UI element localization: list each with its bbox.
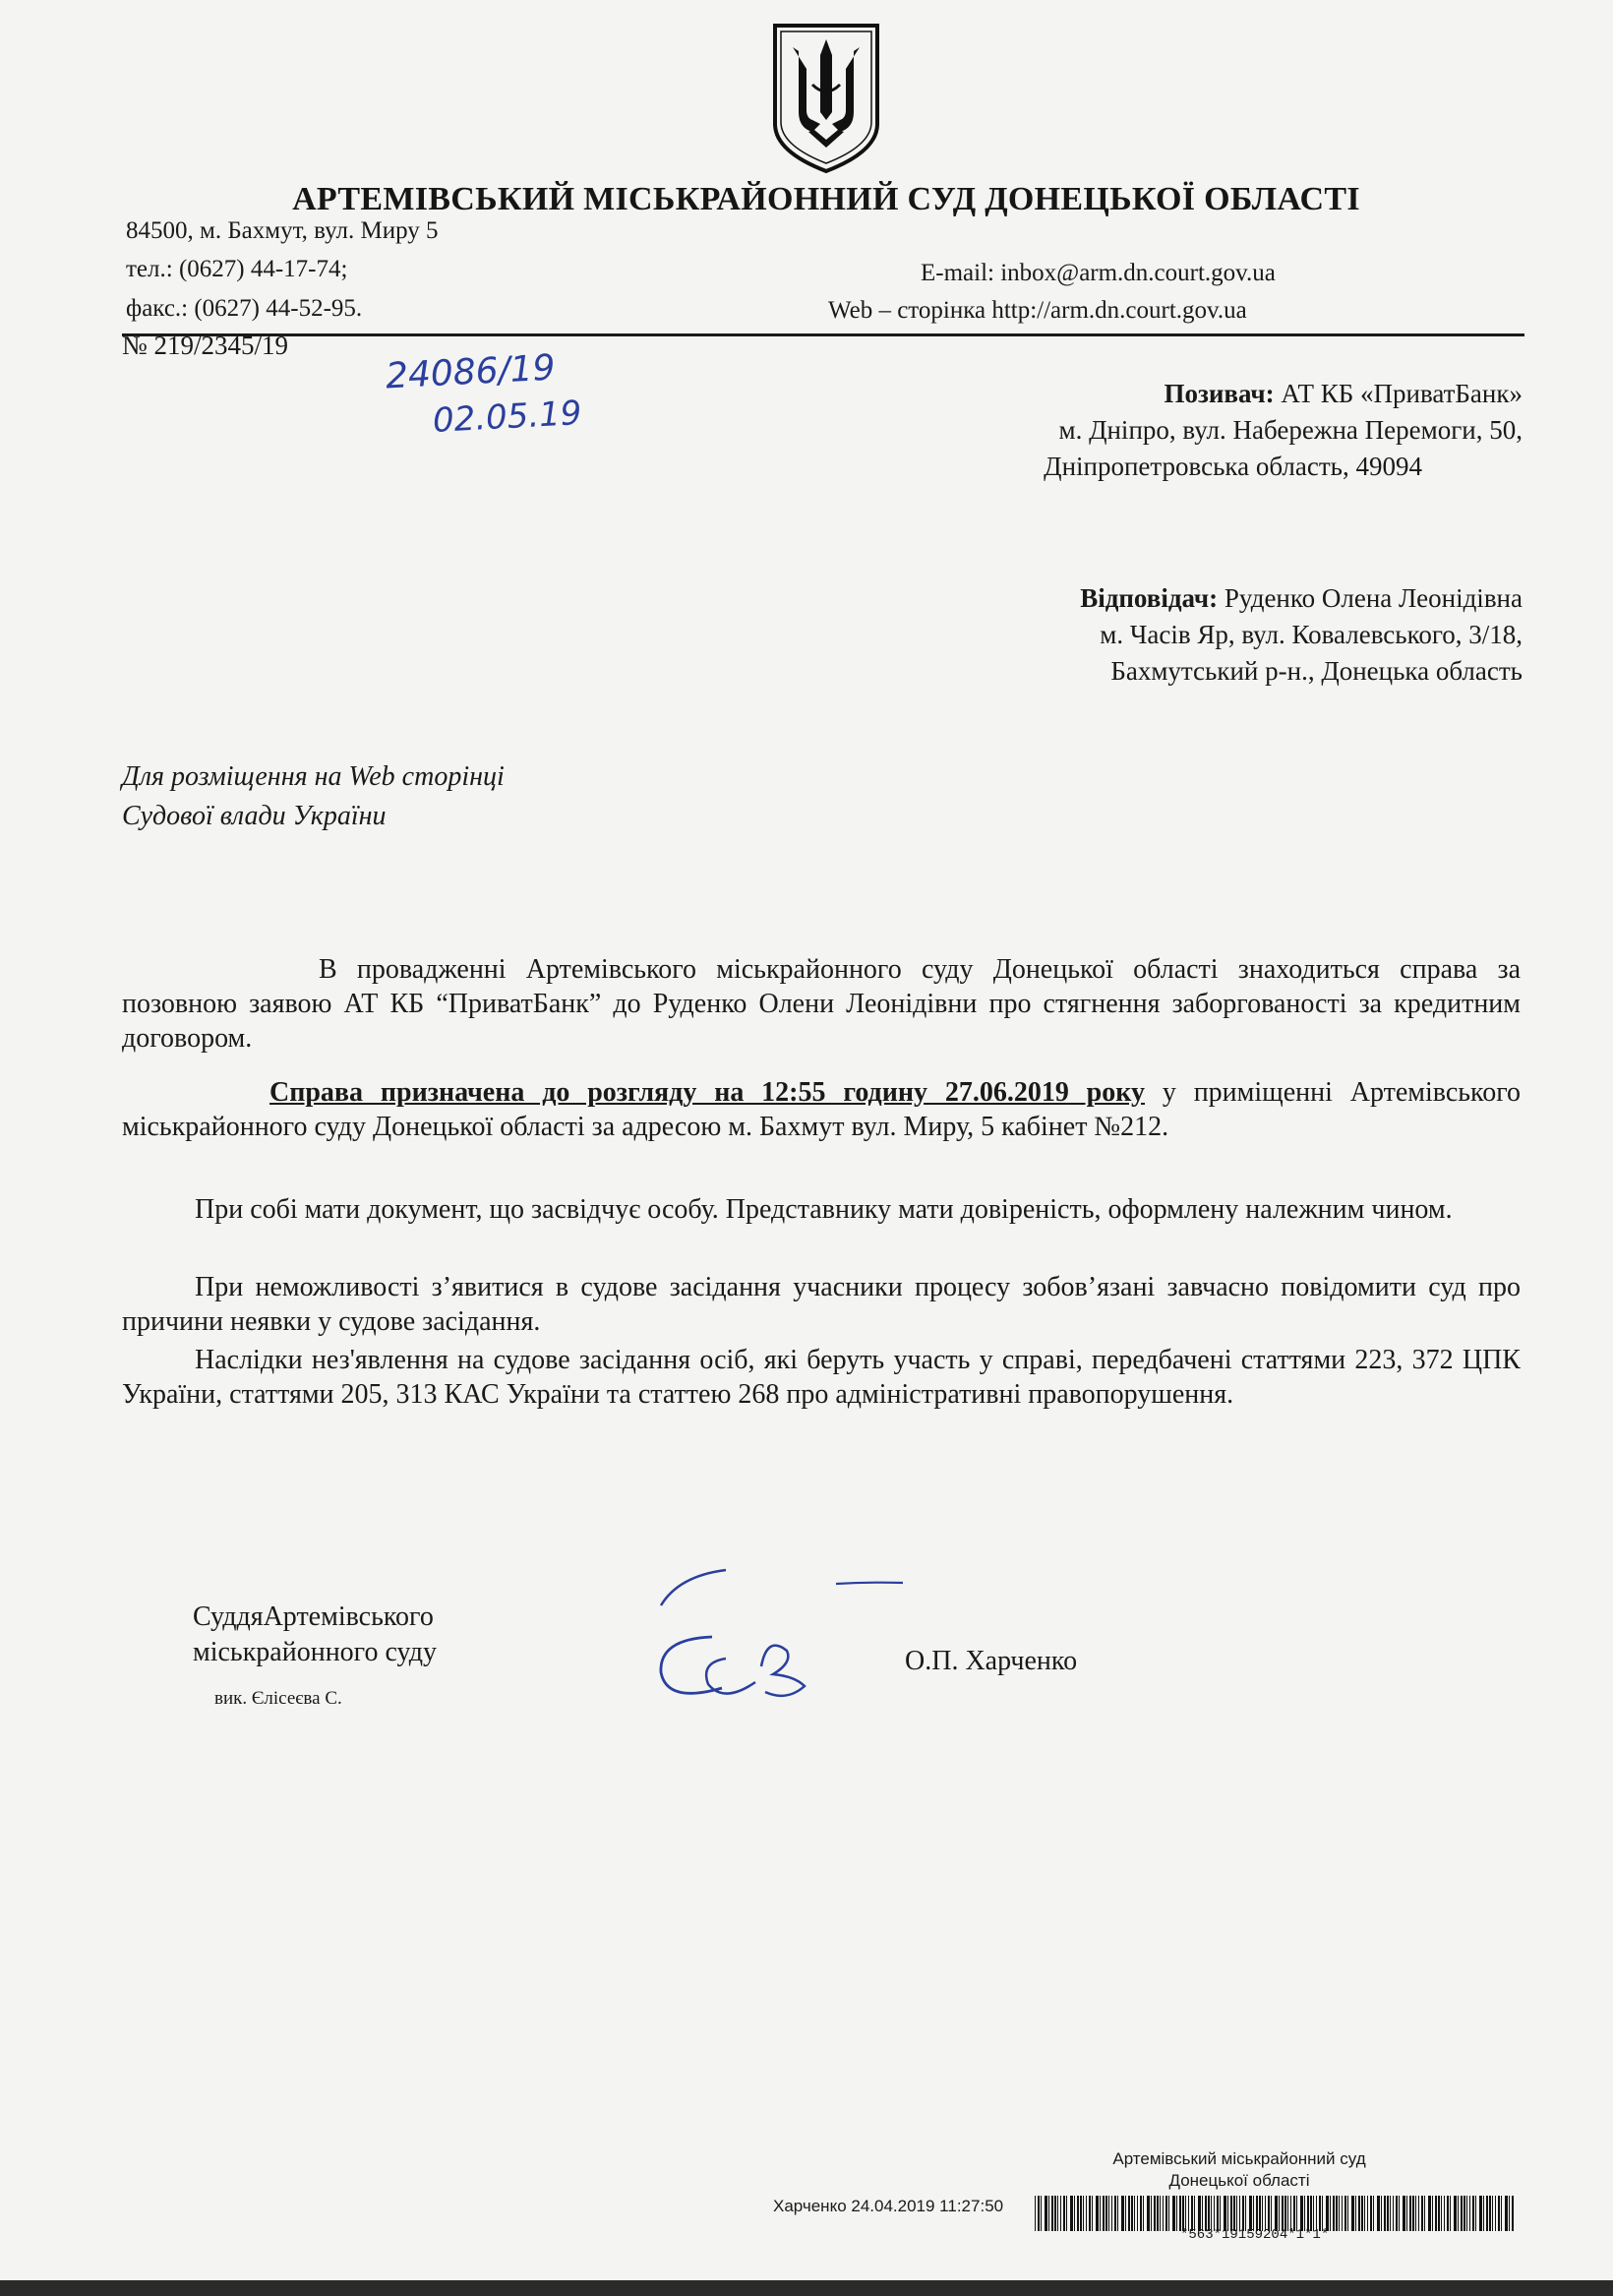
court-fax: факс.: (0627) 44-52-95. — [126, 295, 363, 322]
barcode-bar — [1242, 2196, 1244, 2231]
barcode-bar — [1432, 2196, 1433, 2231]
defendant-address-line2: Бахмутський р-н., Донецька область — [1110, 656, 1523, 686]
barcode-bar — [1444, 2196, 1445, 2231]
barcode-bar — [1355, 2196, 1356, 2231]
barcode-bar — [1464, 2196, 1465, 2231]
barcode-bar — [1163, 2196, 1164, 2231]
barcode-bar — [1421, 2196, 1423, 2231]
barcode-bar — [1370, 2196, 1372, 2231]
barcode-bar — [1339, 2196, 1340, 2231]
paragraph-hearing — [122, 1075, 1521, 1144]
barcode-bar — [1262, 2196, 1263, 2231]
judge-name: О.П. Харченко — [905, 1646, 1078, 1676]
barcode-bar — [1188, 2196, 1189, 2231]
barcode-bar — [1279, 2196, 1280, 2231]
barcode-bar — [1381, 2196, 1382, 2231]
defendant-block — [1080, 580, 1523, 690]
barcode-bar — [1035, 2196, 1036, 2231]
handwritten-incoming-date: 02.05.19 — [432, 393, 583, 441]
barcode-bar — [1415, 2196, 1416, 2231]
barcode-bar — [1454, 2196, 1457, 2231]
barcode-bar — [1435, 2196, 1437, 2231]
barcode-bar — [1227, 2196, 1228, 2231]
barcode-bar — [1160, 2196, 1161, 2231]
paragraph-absence-text: При неможливості з’явитися в судове засідання учасники процесу зобов’язані завчасно повідомити суд про причини неявки у судове засідання. — [122, 1272, 1521, 1337]
barcode-bar — [1060, 2196, 1061, 2231]
barcode-bar — [1367, 2196, 1368, 2231]
barcode-bar — [1336, 2196, 1338, 2231]
barcode-bar — [1438, 2196, 1440, 2231]
barcode-bar — [1495, 2196, 1496, 2231]
court-address: 84500, м. Бахмут, вул. Миру 5 — [126, 217, 439, 244]
barcode-bar — [1137, 2196, 1138, 2231]
plaintiff-address-line2: Дніпропетровська область, 49094 — [1044, 452, 1422, 481]
barcode-bar — [1505, 2196, 1508, 2231]
barcode-bar — [1282, 2196, 1284, 2231]
barcode-bar — [1461, 2196, 1463, 2231]
barcode-bar — [1185, 2196, 1186, 2231]
barcode-bar — [1125, 2196, 1126, 2231]
barcode-bar — [1492, 2196, 1493, 2231]
barcode-bar — [1063, 2196, 1065, 2231]
barcode-bar — [1498, 2196, 1500, 2231]
barcode-bar — [1057, 2196, 1058, 2231]
barcode-bar — [1384, 2196, 1386, 2231]
barcode-bar — [1157, 2196, 1159, 2231]
barcode-bar — [1373, 2196, 1374, 2231]
paragraph-absence — [122, 1270, 1521, 1339]
plaintiff-label: Позивач: — [1164, 379, 1275, 408]
judge-title-line1: СуддяАртемівського — [193, 1601, 434, 1632]
barcode-bar — [1236, 2196, 1237, 2231]
signature-icon — [639, 1556, 934, 1714]
barcode-bar — [1469, 2196, 1470, 2231]
handwritten-incoming-number: 24086/19 — [385, 347, 557, 397]
barcode-bar — [1045, 2196, 1047, 2231]
barcode-bar — [1083, 2196, 1084, 2231]
barcode-bar — [1147, 2196, 1150, 2231]
barcode-bar — [1479, 2196, 1482, 2231]
barcode-bar — [1326, 2196, 1329, 2231]
barcode-bar — [1198, 2196, 1201, 2231]
barcode-bar — [1249, 2196, 1252, 2231]
defendant-address-line1: м. Часів Яр, вул. Ковалевського, 3/18, — [1100, 620, 1523, 649]
barcode-bar — [1114, 2196, 1116, 2231]
barcode-bar — [1051, 2196, 1053, 2231]
barcode-bar — [1296, 2196, 1297, 2231]
barcode-bar — [1253, 2196, 1254, 2231]
barcode-bar — [1105, 2196, 1107, 2231]
barcode-bar — [1048, 2196, 1049, 2231]
placement-note-line1: Для розміщення на Web сторінці — [122, 761, 505, 792]
barcode-bar — [1307, 2196, 1309, 2231]
placement-note — [122, 757, 505, 836]
barcode-bar — [1220, 2196, 1221, 2231]
stamp-court-line2: Донецької області — [1168, 2171, 1310, 2190]
barcode-bar — [1086, 2196, 1087, 2231]
barcode-bar — [1100, 2196, 1101, 2231]
barcode-bar — [1313, 2196, 1314, 2231]
barcode-bar — [1121, 2196, 1124, 2231]
barcode-bar — [1304, 2196, 1305, 2231]
barcode-bar — [1319, 2196, 1321, 2231]
barcode-bar — [1172, 2196, 1175, 2231]
barcode-bar — [1509, 2196, 1510, 2231]
barcode-bar — [1117, 2196, 1118, 2231]
barcode-bar — [1466, 2196, 1467, 2231]
signer-timestamp: Харченко 24.04.2019 11:27:50 — [773, 2197, 1004, 2215]
court-email: E-mail: inbox@arm.dn.court.gov.ua — [921, 260, 1276, 286]
barcode-bar — [1268, 2196, 1270, 2231]
barcode-bar — [1182, 2196, 1184, 2231]
barcode-bar — [1403, 2196, 1405, 2231]
barcode-bar — [1224, 2196, 1226, 2231]
barcode-bar — [1089, 2196, 1091, 2231]
barcode-text: *563*19159204*1*1* — [1180, 2227, 1330, 2243]
barcode-bar — [1131, 2196, 1133, 2231]
barcode-bar — [1259, 2196, 1261, 2231]
barcode-bar — [1450, 2196, 1451, 2231]
barcode-bar — [1179, 2196, 1181, 2231]
barcode-bar — [1316, 2196, 1317, 2231]
barcode-bar — [1205, 2196, 1207, 2231]
defendant-label: Відповідач: — [1080, 583, 1219, 613]
barcode-bar — [1300, 2196, 1303, 2231]
barcode-bar — [1103, 2196, 1105, 2231]
barcode-bar — [1418, 2196, 1419, 2231]
barcode-bar — [1092, 2196, 1093, 2231]
barcode-bar — [1265, 2196, 1266, 2231]
barcode-bar — [1217, 2196, 1219, 2231]
barcode-bar — [1483, 2196, 1484, 2231]
barcode-bar — [1377, 2196, 1380, 2231]
barcode-bar — [1054, 2196, 1056, 2231]
barcode-bar — [1293, 2196, 1295, 2231]
barcode-bar — [1096, 2196, 1099, 2231]
barcode-bar — [1256, 2196, 1258, 2231]
barcode-bar — [1074, 2196, 1075, 2231]
paragraph-consequences — [122, 1343, 1521, 1412]
barcode-bar — [1230, 2196, 1232, 2231]
barcode-bar — [1070, 2196, 1073, 2231]
barcode-bar — [1168, 2196, 1169, 2231]
placement-note-line2: Судової влади України — [122, 801, 387, 831]
barcode-bar — [1501, 2196, 1502, 2231]
barcode-bar — [1140, 2196, 1142, 2231]
barcode-bar — [1191, 2196, 1193, 2231]
barcode-bar — [1396, 2196, 1398, 2231]
stamp-court-name — [1062, 2148, 1416, 2192]
coat-of-arms-icon — [769, 22, 883, 175]
barcode-bar — [1387, 2196, 1389, 2231]
barcode-bar — [1208, 2196, 1210, 2231]
barcode-bar — [1347, 2196, 1348, 2231]
judge-title-line2: міськрайонного суду — [193, 1637, 438, 1667]
judge-title — [193, 1600, 437, 1670]
barcode-bar — [1393, 2196, 1394, 2231]
barcode-bar — [1424, 2196, 1425, 2231]
barcode-bar — [1333, 2196, 1335, 2231]
barcode-bar — [1271, 2196, 1272, 2231]
barcode-bar — [1176, 2196, 1177, 2231]
barcode-icon — [1035, 2196, 1515, 2231]
barcode-bar — [1409, 2196, 1411, 2231]
barcode-bar — [1512, 2196, 1514, 2231]
barcode-bar — [1275, 2196, 1278, 2231]
barcode-bar — [1211, 2196, 1212, 2231]
barcode-bar — [1406, 2196, 1407, 2231]
header-divider — [122, 333, 1524, 336]
barcode-bar — [1322, 2196, 1323, 2231]
court-web: Web – сторінка http://arm.dn.court.gov.ua — [828, 297, 1247, 324]
barcode-bar — [1284, 2196, 1286, 2231]
plaintiff-name: АТ КБ «ПриватБанк» — [1281, 379, 1523, 408]
barcode-bar — [1143, 2196, 1144, 2231]
barcode-bar — [1128, 2196, 1130, 2231]
barcode-bar — [1080, 2196, 1082, 2231]
barcode-bar — [1290, 2196, 1291, 2231]
barcode-bar — [1399, 2196, 1400, 2231]
paragraph-consequences-text: Наслідки нез'явлення на судове засідання осіб, які беруть участь у справі, передбачені статтями 223, 372 ЦПК України, статтями 205, 313 КАС України та статтею 268 про адміністративні правопорушення. — [122, 1345, 1521, 1410]
paragraph-documents-text: При собі мати документ, що засвідчує особу. Представнику мати довіреність, оформлену належним чином. — [195, 1194, 1453, 1225]
barcode-bar — [1310, 2196, 1312, 2231]
executor-note: вик. Єлісеєва С. — [214, 1688, 342, 1709]
barcode-bar — [1330, 2196, 1331, 2231]
barcode-bar — [1364, 2196, 1365, 2231]
barcode-bar — [1038, 2196, 1040, 2231]
defendant-name: Руденко Олена Леонідівна — [1224, 583, 1523, 613]
barcode-bar — [1108, 2196, 1109, 2231]
barcode-bar — [1441, 2196, 1442, 2231]
stamp-court-line1: Артемівський міськрайонний суд — [1112, 2149, 1366, 2168]
barcode-bar — [1214, 2196, 1215, 2231]
barcode-bar — [1233, 2196, 1235, 2231]
barcode-bar — [1287, 2196, 1288, 2231]
paragraph-proceedings-text: В провадженні Артемівського міськрайонного суду Донецької області знаходиться справа за позовною заявою АТ КБ “ПриватБанк” до Руденко Олени Леонідівни про стягнення заборгованості за кредитним договором. — [122, 954, 1521, 1054]
barcode-bar — [1194, 2196, 1195, 2231]
barcode-bar — [1447, 2196, 1449, 2231]
barcode-bar — [1111, 2196, 1112, 2231]
scan-edge — [0, 2280, 1613, 2296]
plaintiff-block — [1044, 376, 1523, 485]
barcode-bar — [1351, 2196, 1354, 2231]
barcode-bar — [1344, 2196, 1346, 2231]
barcode-bar — [1472, 2196, 1474, 2231]
barcode-bar — [1239, 2196, 1240, 2231]
paragraph-documents — [122, 1192, 1521, 1227]
court-phone: тел.: (0627) 44-17-74; — [126, 256, 348, 282]
barcode-bar — [1077, 2196, 1079, 2231]
paragraph-proceedings — [122, 952, 1521, 1056]
barcode-bar — [1066, 2196, 1067, 2231]
barcode-bar — [1412, 2196, 1414, 2231]
barcode-bar — [1390, 2196, 1391, 2231]
barcode-bar — [1245, 2196, 1246, 2231]
barcode-bar — [1041, 2196, 1042, 2231]
barcode-bar — [1361, 2196, 1363, 2231]
barcode-bar — [1475, 2196, 1476, 2231]
outgoing-number: № 219/2345/19 — [122, 331, 289, 360]
barcode-bar — [1458, 2196, 1459, 2231]
barcode-bar — [1489, 2196, 1491, 2231]
barcode-bar — [1202, 2196, 1203, 2231]
hearing-date-emphasis: Справа призначена до розгляду на 12:55 годину 27.06.2019 року — [269, 1077, 1145, 1108]
barcode-bar — [1428, 2196, 1431, 2231]
barcode-bar — [1358, 2196, 1360, 2231]
barcode-bar — [1154, 2196, 1156, 2231]
barcode-bar — [1342, 2196, 1343, 2231]
barcode-bar — [1134, 2196, 1135, 2231]
plaintiff-address-line1: м. Дніпро, вул. Набережна Перемоги, 50, — [1058, 415, 1523, 445]
barcode-bar — [1486, 2196, 1488, 2231]
court-name: АРТЕМІВСЬКИЙ МІСЬКРАЙОННИЙ СУД ДОНЕЦЬКОЇ ОБЛАСТІ — [292, 181, 1360, 217]
hearing-location-text: у приміщенні Артемівського міськрайонного суду Донецької області за адресою м. Бахмут вул. Миру, 5 кабінет №212. — [122, 1077, 1521, 1142]
barcode-bar — [1151, 2196, 1152, 2231]
barcode-bar — [1165, 2196, 1167, 2231]
